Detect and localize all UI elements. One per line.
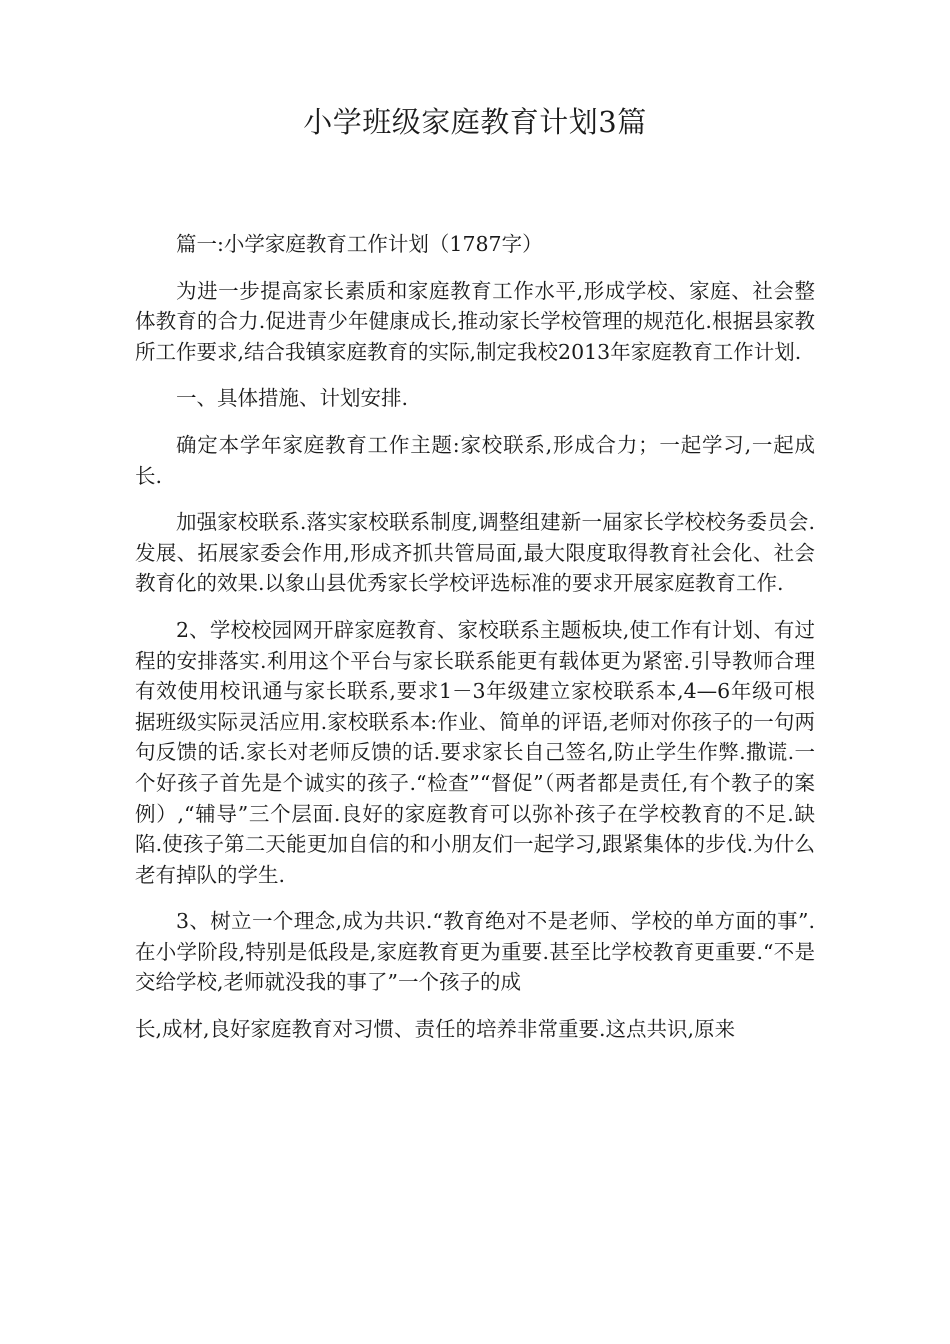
paragraph: 2、学校校园网开辟家庭教育、家校联系主题板块,使工作有计划、有过程的安排落实.利用这个平台与家长联系能更有载体更为紧密.引导教师合理有效使用校讯通与家长联系,要求1－3年级建立家校联系本,4—6年级可根据班级实际灵活应用.家校联系本:作业、简单的评语,老师对你孩子的一句两句反馈的话.家长对老师反馈的话.要求家长自己签名,防止学生作弊.撒谎.一个好孩子首先是个诚实的孩子.“检查”“督促”（两者都是责任,有个教子的案例）,“辅导”三个层面.良好的家庭教育可以弥补孩子在学校教育的不足.缺陷.使孩子第二天能更加自信的和小朋友们一起学习,跟紧集体的步伐.为什么老有掉队的学生. [135, 617, 815, 887]
paragraph-continuation: 长,成材,良好家庭教育对习惯、责任的培养非常重要.这点共识,原来 [135, 1017, 736, 1042]
document-title: 小学班级家庭教育计划3篇 [303, 105, 647, 139]
paragraph: 为进一步提高家长素质和家庭教育工作水平,形成学校、家庭、社会整体教育的合力.促进青少年健康成长,推动家长学校管理的规范化.根据县家教所工作要求,结合我镇家庭教育的实际,制定我校2013年家庭教育工作计划. [135, 278, 815, 364]
paragraph: 3、树立一个理念,成为共识.“教育绝对不是老师、学校的单方面的事”.在小学阶段,特别是低段是,家庭教育更为重要.甚至比学校教育更重要.“不是交给学校,老师就没我的事了”一个孩子的成 [135, 909, 815, 995]
section-heading: 篇一:小学家庭教育工作计划（1787字） [176, 232, 543, 256]
paragraph: 确定本学年家庭教育工作主题:家校联系,形成合力；一起学习,一起成长. [135, 432, 815, 488]
paragraph: 加强家校联系.落实家校联系制度,调整组建新一届家长学校校务委员会.发展、拓展家委会作用,形成齐抓共管局面,最大限度取得教育社会化、社会教育化的效果.以象山县优秀家长学校评选标准的要求开展家庭教育工作. [135, 510, 815, 596]
document-body [135, 229, 815, 1061]
subsection-heading: 一、具体措施、计划安排. [176, 386, 409, 411]
